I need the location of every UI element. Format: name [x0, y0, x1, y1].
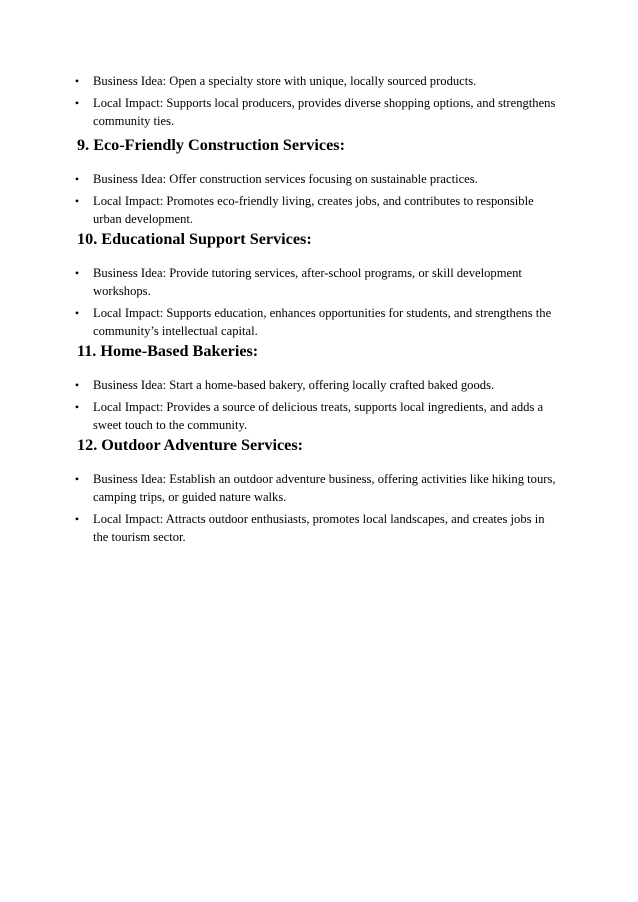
list-item-text: Local Impact: Supports local producers, provides diverse shopping options, and strengthens community ties.	[93, 96, 556, 128]
bullet-icon: •	[74, 400, 80, 414]
section-list	[62, 470, 562, 546]
section-outdoor-adventure	[62, 434, 562, 546]
bullet-icon: •	[74, 306, 80, 320]
bullet-icon: •	[74, 266, 80, 280]
document-content	[62, 72, 562, 546]
section-educational-support	[62, 228, 562, 340]
list-item	[62, 72, 562, 90]
section-heading: 11. Home-Based Bakeries:	[77, 342, 259, 360]
section-heading: 12. Outdoor Adventure Services:	[77, 436, 304, 454]
section-heading: 9. Eco-Friendly Construction Services:	[77, 136, 345, 154]
list-item	[62, 304, 562, 340]
bullet-icon: •	[74, 172, 80, 186]
list-item	[62, 470, 562, 506]
list-item	[62, 192, 562, 228]
list-item-text: Business Idea: Start a home-based bakery, offering locally crafted baked goods.	[93, 378, 495, 392]
list-item	[62, 510, 562, 546]
list-item	[62, 376, 562, 394]
bullet-icon: •	[74, 378, 80, 392]
list-item	[62, 170, 562, 188]
list-item-text: Local Impact: Attracts outdoor enthusiasts, promotes local landscapes, and creates jobs in the tourism sector.	[93, 512, 545, 544]
section-eco-friendly-construction	[62, 134, 562, 228]
bullet-icon: •	[74, 512, 80, 526]
list-item-text: Local Impact: Promotes eco-friendly living, creates jobs, and contributes to responsible urban development.	[93, 194, 534, 226]
bullet-icon: •	[74, 74, 80, 88]
section-list	[62, 170, 562, 228]
intro-list	[62, 72, 562, 130]
section-list	[62, 264, 562, 340]
list-item-text: Business Idea: Provide tutoring services, after-school programs, or skill development workshops.	[93, 266, 522, 298]
bullet-icon: •	[74, 96, 80, 110]
bullet-icon: •	[74, 194, 80, 208]
list-item	[62, 264, 562, 300]
list-item	[62, 398, 562, 434]
list-item-text: Business Idea: Establish an outdoor adventure business, offering activities like hiking tours, camping trips, or guided nature walks.	[93, 472, 556, 504]
list-item-text: Business Idea: Offer construction services focusing on sustainable practices.	[93, 172, 478, 186]
list-item-text: Business Idea: Open a specialty store with unique, locally sourced products.	[93, 74, 477, 88]
section-home-based-bakeries	[62, 340, 562, 434]
bullet-icon: •	[74, 472, 80, 486]
list-item-text: Local Impact: Supports education, enhances opportunities for students, and strengthens the community’s intellectual capital.	[93, 306, 552, 338]
section-list	[62, 376, 562, 434]
section-heading: 10. Educational Support Services:	[77, 230, 312, 248]
list-item	[62, 94, 562, 130]
list-item-text: Local Impact: Provides a source of delicious treats, supports local ingredients, and adds a sweet touch to the community.	[93, 400, 544, 432]
